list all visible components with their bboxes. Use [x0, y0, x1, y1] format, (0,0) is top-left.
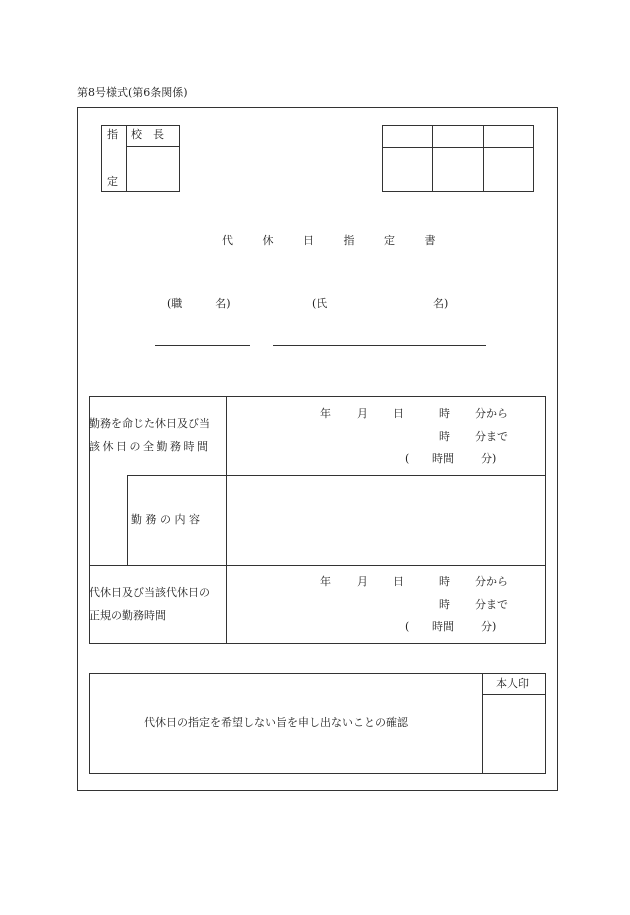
year-label: 年: [320, 407, 331, 420]
total-hours-label: 時間: [432, 452, 454, 465]
day-label: 日: [393, 575, 404, 588]
total-minutes-label: 分): [481, 620, 497, 633]
stamp-cell-3[interactable]: [484, 148, 533, 191]
work-content-field[interactable]: [227, 476, 545, 565]
minute-from-label: 分から: [475, 575, 508, 588]
work-content-label: 勤 務 の 内 容: [131, 513, 200, 526]
position-field[interactable]: [155, 325, 250, 345]
name-underline: [273, 345, 486, 346]
hour-to-label: 時: [439, 598, 450, 611]
worked-holiday-label-2: 該休日の全勤務時間: [89, 440, 211, 453]
minute-to-label: 分まで: [475, 430, 508, 443]
seal-label: 本人印: [496, 677, 529, 690]
document-title: 代 休 日 指 定 書: [222, 234, 449, 247]
year-label: 年: [320, 575, 331, 588]
month-label: 月: [357, 407, 368, 420]
principal-seal-cell[interactable]: [127, 147, 179, 191]
total-minutes-label: 分): [481, 452, 497, 465]
form-number: 第8号様式(第6条関係): [77, 86, 188, 99]
hour-from-label: 時: [439, 575, 450, 588]
day-label: 日: [393, 407, 404, 420]
name-field[interactable]: [273, 325, 486, 345]
comp-day-label-2: 正規の勤務時間: [89, 609, 166, 622]
minute-from-label: 分から: [475, 407, 508, 420]
confirmation-text: 代休日の指定を希望しない旨を申し出ないことの確認: [144, 716, 408, 729]
hour-from-label: 時: [439, 407, 450, 420]
minute-to-label: 分まで: [475, 598, 508, 611]
name-label-close: 名): [433, 297, 449, 310]
stamp-cell-1[interactable]: [383, 148, 432, 191]
name-label-open: (氏: [312, 297, 328, 310]
month-label: 月: [357, 575, 368, 588]
comp-day-date-field[interactable]: [227, 566, 545, 643]
hour-to-label: 時: [439, 430, 450, 443]
principal-label: 校 長: [131, 128, 164, 141]
worked-holiday-date-field[interactable]: [227, 397, 545, 474]
paren-open: (: [405, 620, 410, 633]
total-hours-label: 時間: [432, 620, 454, 633]
designate-char-2: 定: [107, 175, 118, 188]
position-underline: [155, 345, 250, 346]
comp-day-label-1: 代休日及び当該代休日の: [89, 586, 210, 599]
worked-holiday-label-1: 勤務を命じた休日及び当: [89, 417, 210, 430]
paren-open: (: [405, 452, 410, 465]
position-label: (職 名): [167, 297, 231, 310]
designate-char-1: 指: [107, 128, 118, 141]
stamp-cell-2[interactable]: [433, 148, 483, 191]
personal-seal-cell[interactable]: [483, 695, 545, 773]
